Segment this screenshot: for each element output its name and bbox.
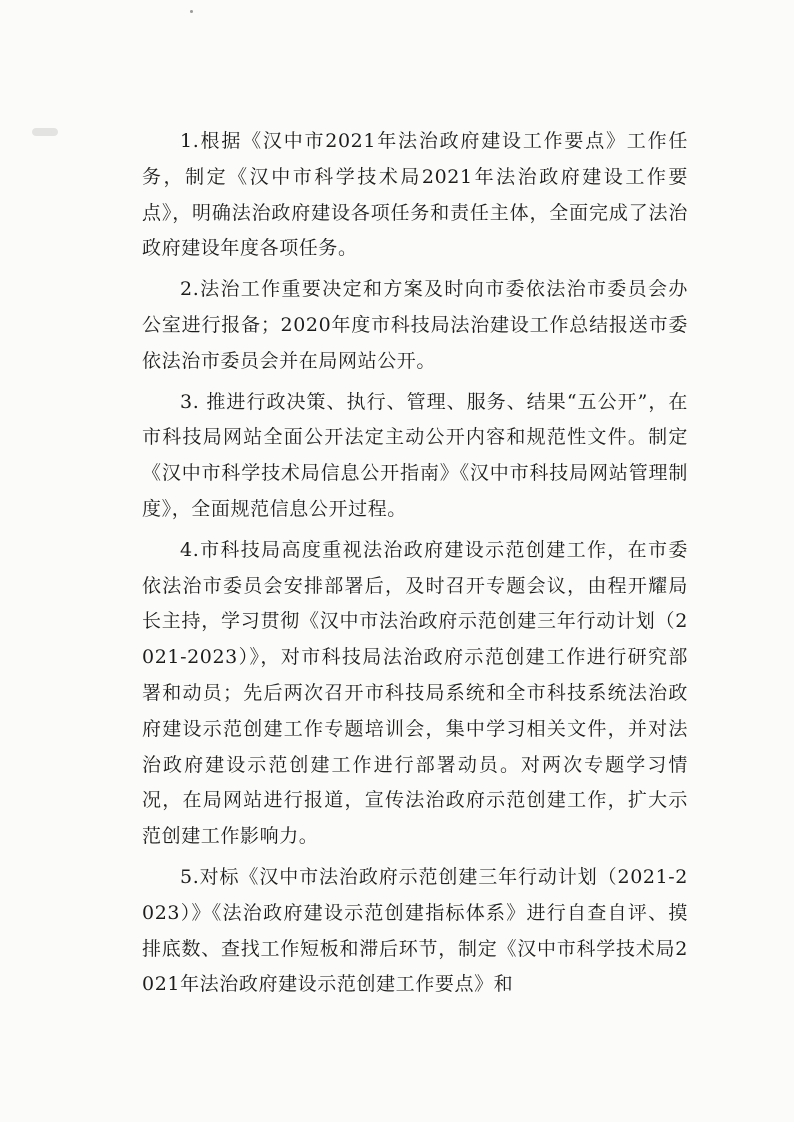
scan-speck <box>190 10 193 13</box>
scan-smudge <box>32 128 58 136</box>
document-body <box>142 124 688 1008</box>
paragraph-2: 2.法治工作重要决定和方案及时向市委依法治市委员会办公室进行报备；2020年度市科技局法治建设工作总结报送市委依法治市委员会并在局网站公开。 <box>142 278 688 372</box>
paragraph-5: 5.对标《汉中市法治政府示范创建三年行动计划（2021-2023）》《法治政府建设示范创建指标体系》进行自查自评、摸排底数、查找工作短板和滞后环节，制定《汉中市科学技术局2021年法治政府建设示范创建工作要点》和 <box>142 865 688 996</box>
paragraph-1: 1.根据《汉中市2021年法治政府建设工作要点》工作任务，制定《汉中市科学技术局2021年法治政府建设工作要点》，明确法治政府建设各项任务和责任主体，全面完成了法治政府建设年度各项任务。 <box>142 130 688 260</box>
paragraph-4: 4.市科技局高度重视法治政府建设示范创建工作，在市委依法治市委员会安排部署后，及时召开专题会议，由程开耀局长主持，学习贯彻《汉中市法治政府示范创建三年行动计划（2021-2023）》，对市科技局法治政府示范创建工作进行研究部署和动员；先后两次召开市科技局系统和全市科技系统法治政府建设示范创建工作专题培训会，集中学习相关文件，并对法治政府建设示范创建工作进行部署动员。对两次专题学习情况，在局网站进行报道，宣传法治政府示范创建工作，扩大示范创建工作影响力。 <box>142 538 688 848</box>
paragraph-3: 3. 推进行政决策、执行、管理、服务、结果“五公开”，在市科技局网站全面公开法定主动公开内容和规范性文件。制定《汉中市科学技术局信息公开指南》《汉中市科技局网站管理制度》，全面规范信息公开过程。 <box>142 390 688 520</box>
